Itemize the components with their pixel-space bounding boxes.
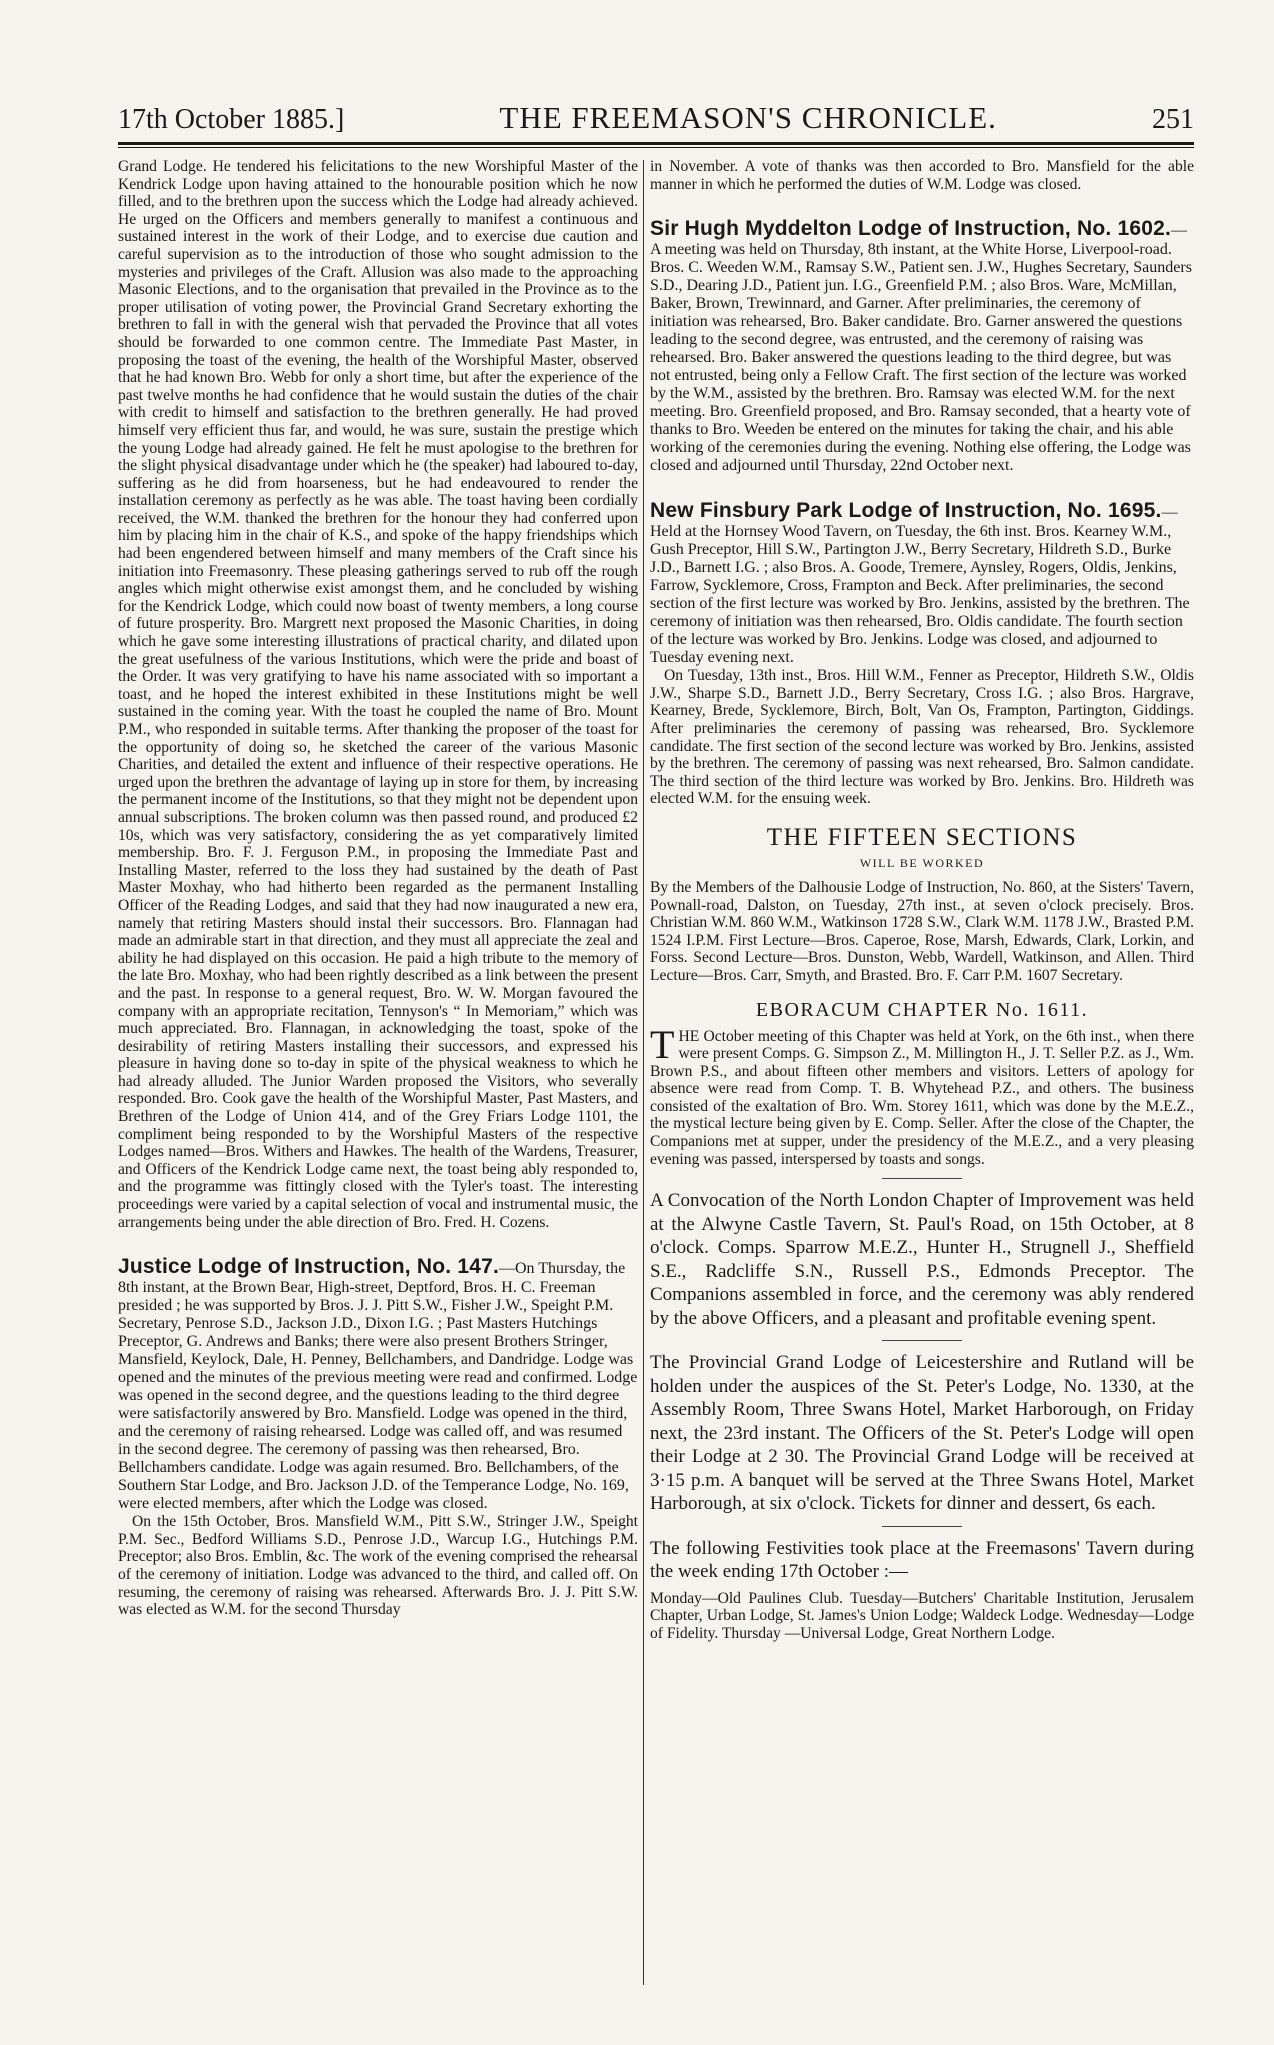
fifteen-sections-notice xyxy=(650,879,1194,985)
myddelton-text: —A meeting was held on Thursday, 8th instant, at the White Horse, Liverpool-road. Bros. C. Weeden W.M., Ramsay S.W., Patient sen. J.W., Hughes Secretary, Saunders S.D., Dearing J.D., Patient jun. I.G., Greenfield P.M. ; also Bros. Ware, McMillan, Baker, Brown, Trewinnard, and Garner. After preliminaries, the ceremony of initiation was rehearsed, Bro. Baker candidate. Bro. Garner answered the questions leading to the second degree, was entrusted, and the ceremony of raising was rehearsed. Bro. Baker answered the questions leading to the third degree, but was not entrusted, being only a Fellow Craft. The first section of the lecture was worked by the W.M., assisted by the brethren. Bro. Ramsay was elected W.M. for the next meeting. Bro. Greenfield proposed, and Bro. Ramsay seconded, that a hearty vote of thanks to Bro. Weeden be entered on the minutes for taking the chair, and his able working of the ceremonies during the evening. Nothing else offering, the Lodge was closed and adjourned until Thursday, 22nd October next. xyxy=(650,222,1192,475)
festivities-list: Monday—Old Paulines Club. Tuesday—Butchers' Charitable Institution, Jerusalem Chapter, Urban Lodge, St. James's Union Lodge; Waldeck Lodge. Wednesday—Lodge of Fidelity. Thursday —Universal Lodge, Great Northern Lodge. xyxy=(650,1589,1194,1642)
header-rule-thin xyxy=(118,147,1194,148)
justice-lodge-report xyxy=(118,1255,638,1619)
finsbury-text-1: —Held at the Hornsey Wood Tavern, on Tuesday, the 6th inst. Bros. Kearney W.M., Gush Preceptor, Hill S.W., Partington J.W., Berry Secretary, Hildreth S.D., Burke J.D., Barnett I.G. ; also Bros. A. Goode, Tremere, Aynsley, Rogers, Oldis, Jenkins, Farrow, Sycklemore, Cross, Frampton and Beck. After preliminaries, the second section of the first lecture was worked by Bro. Jenkins, assisted by the brethren. The ceremony of initiation was then rehearsed, Bro. Oldis candidate. The fourth section of the lecture was worked by Bro. Jenkins. Lodge was closed, and adjourned to Tuesday evening next. xyxy=(650,504,1190,667)
page-number: 251 xyxy=(1152,104,1194,135)
leicestershire-notice xyxy=(650,1351,1194,1516)
eboracum-paragraph xyxy=(650,1021,1194,1169)
finsbury-paragraph-2: On Tuesday, 13th inst., Bros. Hill W.M., Fenner as Preceptor, Hildreth S.W., Oldis J.W., Sharpe S.D., Barnett J.D., Berry Secretary, Cross I.G. ; also Bros. Hargrave, Kearney, Brede, Sycklemore, Birch, Bolt, Van Os, Frampton, Partington, Giddings. After preliminaries the ceremony of passing was rehearsed, Bro. Sycklemore candidate. The first section of the second lecture was worked by Bro. Jenkins, assisted by the brethren. The ceremony of passing was next rehearsed, Bro. Salmon candidate. The third section of the third lecture was worked by Bro. Jenkins. Bro. Hildreth was elected W.M. for the ensuing week. xyxy=(650,667,1194,808)
eboracum-text: HE October meeting of this Chapter was held at York, on the 6th inst., when there were present Comps. G. Simpson Z., M. Millington H., J. T. Seller P.Z. as J., Wm. Brown P.S., and about fifteen other members and visitors. Letters of apology for absence were read from Comp. T. B. Whytehead P.Z., and others. The business consisted of the exaltation of Bro. Wm. Storey 1611, which was done by the M.E.Z., the mystical lecture being given by E. Comp. Seller. After the close of the Chapter, the Companions met at supper, under the presidency of the M.E.Z., and a very pleasing evening was passed, interspersed by toasts and songs. xyxy=(650,1027,1194,1168)
convocation-notice xyxy=(650,1189,1194,1330)
finsbury-lodge-report xyxy=(650,499,1194,808)
leicestershire-text: The Provincial Grand Lodge of Leicestershire and Rutland will be holden under the auspices of the St. Peter's Lodge, No. 1330, at the Assembly Room, Three Swans Hotel, Market Harborough, on Friday next, the 23rd instant. The Officers of the St. Peter's Lodge will open their Lodge at 2 30. The Provincial Grand Lodge will be received at 3·15 p.m. A banquet will be served at the Three Swans Hotel, Market Harborough, at six o'clock. Tickets for dinner and dessert, 6s each. xyxy=(650,1352,1194,1515)
section-rule xyxy=(882,1178,962,1179)
kendrick-report xyxy=(118,158,638,1231)
myddelton-lodge-report xyxy=(650,217,1194,475)
left-column xyxy=(118,158,638,2005)
justice-lodge-heading: Justice Lodge of Instruction, No. 147. xyxy=(118,1255,499,1279)
section-rule-3 xyxy=(882,1526,962,1527)
header-rule xyxy=(118,142,1194,145)
convocation-text: A Convocation of the North London Chapter of Improvement was held at the Alwyne Castle Tavern, St. Paul's Road, on 15th October, at 8 o'clock. Comps. Sparrow M.E.Z., Hunter H., Strugnell J., Sheffield S.E., Radcliffe S.N., Russell P.S., Edmonds Preceptor. The Companions assembled in force, and the ceremony was ably rendered by the above Officers, and a pleasant and profitable evening spent. xyxy=(650,1190,1194,1329)
finsbury-lodge-heading: New Finsbury Park Lodge of Instruction, No. 1695. xyxy=(650,499,1162,523)
right-column xyxy=(650,158,1194,2005)
justice-text-1: —On Thursday, the 8th instant, at the Brown Bear, High-street, Deptford, Bros. H. C. Freeman presided ; he was supported by Bros. J. J. Pitt S.W., Fisher J.W., Speight P.M. Secretary, Penrose S.D., Jackson J.D., Dixon I.G. ; Past Masters Hutchings Preceptor, G. Andrews and Banks; there were also present Brothers Stringer, Mansfield, Keylock, Dale, H. Penney, Bellchambers, and Dandridge. Lodge was opened and the minutes of the previous meeting were read and confirmed. Lodge was opened in the second degree, and the questions leading to the third degree were satisfactorily answered by Bro. Mansfield. Lodge was opened in the third, and the ceremony of raising rehearsed. Lodge was called off, and was resumed in the second degree. The ceremony of passing was then rehearsed, Bro. Bellchambers candidate. Lodge was again resumed. Bro. Bellchambers, of the Southern Star Lodge, and Bro. Jackson J.D. of the Temperance Lodge, No. 169, were elected members, after which the Lodge was closed. xyxy=(118,1260,638,1513)
festivities-text: The following Festivities took place at the Freemasons' Tavern during the week ending 17th October :— xyxy=(650,1537,1194,1583)
continued-text: in November. A vote of thanks was then accorded to Bro. Mansfield for the able manner in which he performed the duties of W.M. Lodge was closed. xyxy=(650,158,1194,193)
column-divider xyxy=(643,160,644,1985)
publication-title: THE FREEMASON'S CHRONICLE. xyxy=(499,100,997,135)
eboracum-report xyxy=(650,1021,1194,1169)
continued-report xyxy=(650,158,1194,193)
drop-cap: T xyxy=(650,1021,675,1067)
section-rule-2 xyxy=(882,1340,962,1341)
eboracum-title: EBORACUM CHAPTER No. 1611. xyxy=(755,998,1089,1021)
festivities-notice xyxy=(650,1537,1194,1643)
fifteen-sections-text: By the Members of the Dalhousie Lodge of Instruction, No. 860, at the Sisters' Tavern, Pownall-road, Dalston, on Tuesday, 27th inst., at seven o'clock precisely. Bros. Christian W.M. 860 W.M., Watkinson 1728 S.W., Clark W.M. 1178 J.W., Brasted P.M. 1524 I.P.M. First Lecture—Bros. Caperoe, Rose, Marsh, Edwards, Clark, Lorkin, and Forss. Second Lecture—Bros. Dunston, Webb, Wardell, Watkinson, and Allen. Third Lecture—Bros. Carr, Smyth, and Brasted. Bro. F. Carr P.M. 1607 Secretary. xyxy=(650,878,1194,984)
fifteen-sections-title: THE FIFTEEN SECTIONS xyxy=(766,823,1078,851)
masthead xyxy=(118,96,1194,136)
fifteen-sections-subtitle: WILL BE WORKED xyxy=(859,855,985,870)
issue-date: 17th October 1885.] xyxy=(118,104,345,135)
justice-paragraph-2: On the 15th October, Bros. Mansfield W.M., Pitt S.W., Stringer J.W., Speight P.M. Sec., Bedford Williams S.D., Penrose J.D., Warcup I.G., Hutchings P.M. Preceptor; also Bros. Emblin, &c. The work of the evening comprised the rehearsal of the ceremony of initiation. Lodge was advanced to the third, and called off. On resuming, the ceremony of raising was rehearsed. Afterwards Bro. J. J. Pitt S.W. was elected as W.M. for the second Thursday xyxy=(118,1513,638,1619)
kendrick-text: Grand Lodge. He tendered his felicitations to the new Worshipful Master of the Kendrick Lodge upon having attained to the honourable position which he now filled, and to the brethren upon the success which the Lodge had already achieved. He urged on the Officers and members generally to manifest a continuous and sustained interest in the work of their Lodge, and to exercise due caution and careful supervision as to the introduction of those who sought admission to the mysteries and privileges of the Craft. Allusion was also made to the approaching Masonic Elections, and to the organisation that prevailed in the Province as to the proper utilisation of voting power, the Provincial Grand Secretary exhorting the brethren to fall in with the general wish that pervaded the Province that all votes should be forwarded to one common centre. The Immediate Past Master, in proposing the toast of the evening, the health of the Worshipful Master, observed that he had known Bro. Webb for only a short time, but after the experience of the past twelve months he had confidence that he would sustain the duties of the chair with credit to himself and satisfaction to the brethren generally. He had proved himself very efficient thus far, and would, he was sure, sustain the prestige which the young Lodge had already gained. He felt he must apologise to the brethren for the slight physical disadvantage under which he (the speaker) had laboured to-day, suffering as he did from hoarseness, but he had endeavoured to render the installation ceremony as perfectly as he was able. The toast having been cordially received, the W.M. thanked the brethren for the honour they had conferred upon him by placing him in the chair of K.S., and spoke of the happy friendships which had been engendered between himself and many members of the Craft since his initiation into Freemasonry. These pleasing gatherings served to rub off the rough angles which might otherwise exist amongst them, and he concluded by wishing for the Kendrick Lodge, which could now boast of twenty members, a long course of future prosperity. Bro. Margrett next proposed the Masonic Charities, in doing which he gave some interesting illustrations of practical charity, and dilated upon the great usefulness of the various Institutions, which were the pride and boast of the Order. It was very gratifying to have his name associated with so important a toast, and he hoped the interest exhibited in these Institutions might be well sustained in the coming year. With the toast he coupled the name of Bro. Mount P.M., who responded in suitable terms. After thanking the proposer of the toast for the opportunity of doing so, he sketched the career of the various Masonic Charities, and detailed the extent and influence of their respective operations. He urged upon the brethren the advantage of laying up in store for them, by increasing the permanent income of the Institutions, so that they might not be dependent upon annual subscriptions. The broken column was then passed round, and produced £2 10s, which was very satisfactory, considering the as yet comparatively limited membership. Bro. F. J. Ferguson P.M., in proposing the Immediate Past and Installing Master, referred to the loss they had sustained by the death of Past Master Moxhay, who had hitherto been regarded as the permanent Installing Officer of the Reading Lodges, and said that they had now inaugurated a new era, namely that retiring Masters should instal their successors. Bro. Flannagan had made an admirable start in that direction, and they must all appreciate the zeal and ability he had displayed on this occasion. He paid a high tribute to the memory of the late Bro. Moxhay, who had been rightly described as a link between the present and the past. In response to a general request, Bro. W. W. Morgan favoured the company with an appropriate recitation, Tennyson's “ In Memoriam,” which was much appreciated. Bro. Flannagan, in acknowledging the toast, spoke of the desirability of retiring Masters installing their successors, and expressed his pleasure in having done so to-day in spite of the physical weakness to which he had already alluded. The Junior Warden proposed the Visitors, who severally responded. Bro. Cook gave the health of the Worshipful Master, Past Masters, and Brethren of the Lodge of Union 414, and of the Grey Friars Lodge 1101, the compliment being responded to by the Worshipful Masters of the respective Lodges named—Bros. Withers and Hawkes. The health of the Wardens, Treasurer, and Officers of the Kendrick Lodge came next, the toast being ably responded to, and the programme was fittingly closed with the Tyler's toast. The interesting proceedings were varied by a capital selection of vocal and instrumental music, the arrangements being under the able direction of Bro. Fred. H. Cozens. xyxy=(118,158,638,1231)
myddelton-lodge-heading: Sir Hugh Myddelton Lodge of Instruction, No. 1602. xyxy=(650,217,1172,241)
